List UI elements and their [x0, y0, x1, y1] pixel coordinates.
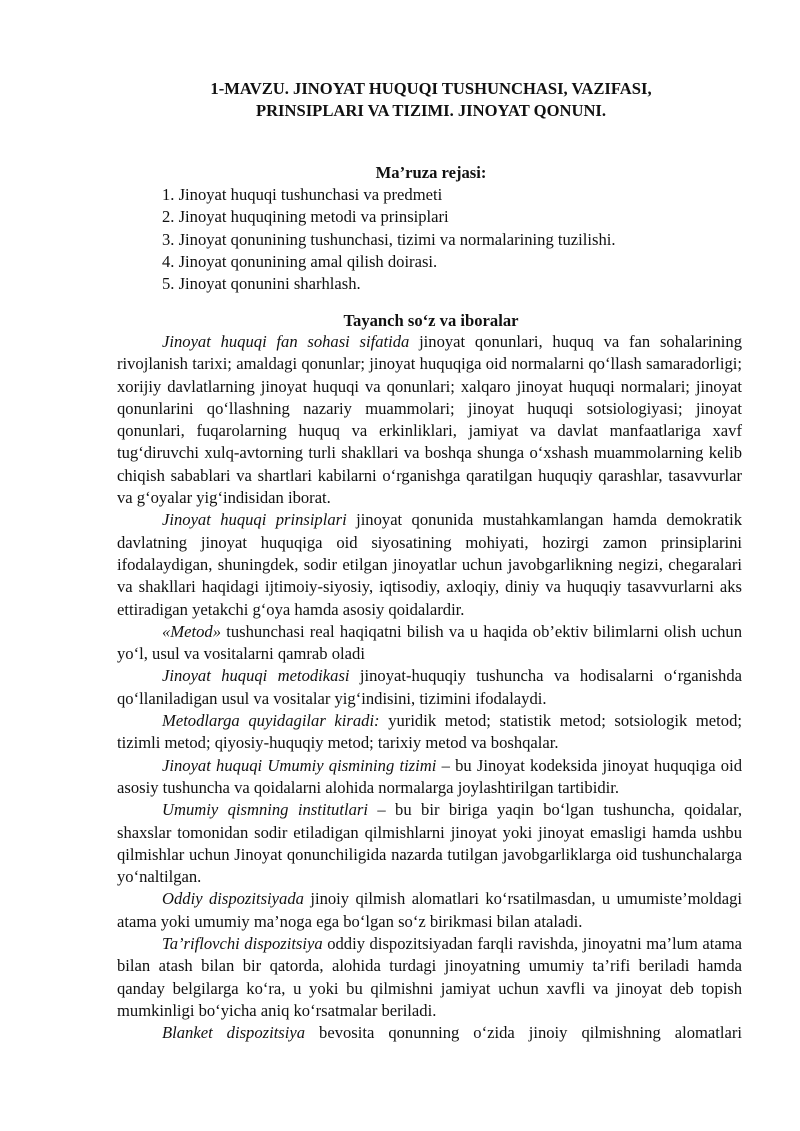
keywords-body — [117, 331, 742, 1045]
keyword-term: Jinoyat huquqi Umumiy qismining tizimi — [162, 755, 437, 775]
plan-item: 1. Jinoyat huquqi tushunchasi va predmeti — [162, 185, 443, 204]
keyword-term: Jinoyat huquqi metodikasi — [162, 666, 350, 686]
plan-item: 2. Jinoyat huquqining metodi va prinsiplari — [162, 207, 449, 227]
document-title — [120, 78, 742, 122]
keyword-definition: oddiy dispozitsiyadan farqli ravishda, jinoyatni ma’lum atama bilan atash bilan bir qatorda, alohida turdagi jinoyatning umumiy ta’rifi beriladi hamda qanday belgilarga ko‘ra, u yoki bu qilmishni jamiyat uchun xavfli va jinoyat deb topish mumkinligi bo‘yicha aniq ko‘rsatmalar beriladi. — [117, 934, 743, 1020]
keyword-term: Umumiy qismning institutlari — [162, 800, 368, 820]
plan-list — [162, 184, 616, 295]
keyword-definition: yuridik metod; statistik metod; sotsiologik metod; tizimli metod; qiyosiy-huquqiy metod; tarixiy metod va boshqalar. — [117, 711, 742, 753]
keyword-paragraph — [117, 331, 742, 509]
keyword-term: Blanket dispozitsiya — [162, 1023, 306, 1043]
title-line-2: PRINSIPLARI VA TIZIMI. JINOYAT QONUNI. — [255, 101, 607, 120]
keyword-definition: jinoiy qilmish alomatlari ko‘rsatilmasdan, u umumiste’moldagi atama yoki umumiy ma’noga ega bo‘lgan so‘z birikmasi bilan ataladi. — [117, 889, 742, 931]
keyword-paragraph — [117, 665, 742, 710]
keyword-paragraph — [117, 933, 742, 1022]
keywords-heading: Tayanch so‘z va iboralar — [343, 311, 519, 330]
keyword-paragraph — [117, 1022, 742, 1044]
keyword-paragraph — [117, 710, 742, 755]
keyword-definition: jinoyat-huquqiy tushuncha va hodisalarni o‘rganishda qo‘llaniladigan usul va vositalar yig‘indisini, tizimini ifodalaydi. — [117, 666, 742, 708]
keyword-definition: – bu Jinoyat kodeksida jinoyat huquqiga oid asosiy tushuncha va qoidalarni alohida normalarga joylashtirilgan tartibidir. — [117, 755, 742, 797]
keyword-term: Jinoyat huquqi fan sohasi sifatida — [162, 332, 410, 351]
plan-item: 4. Jinoyat qonunining amal qilish doirasi. — [162, 251, 438, 271]
keyword-definition: tushunchasi real haqiqatni bilish va u haqida ob’ektiv bilimlarni olish uchun yo‘l, usul va vositalarni qamrab oladi — [117, 621, 742, 664]
keyword-term: Metodlarga quyidagilar kiradi: — [162, 711, 380, 731]
title-line-1: 1-MAVZU. JINOYAT HUQUQI TUSHUNCHASI, VAZIFASI, — [210, 79, 652, 98]
keyword-paragraph — [117, 799, 742, 888]
keyword-definition: bevosita qonunning o‘zida jinoiy qilmishning alomatlari — [305, 1023, 742, 1043]
keyword-definition: jinoyat qonunida mustahkamlangan hamda demokratik davlatning jinoyat huquqiga oid siyosatining mohiyati, hozirgi zamon prinsiplarini ifodalaydigan, shuningdek, sodir etilgan jinoyatlar uchun javobgarlikning negizi, chegaralari va shakllari haqidagi ijtimoiy-siyosiy, iqtisodiy, axloqiy, diniy va huquqiy tasavvurlarni aks ettiradigan yetakchi g‘oya hamda asosiy qoidalardir. — [117, 510, 742, 619]
keyword-definition: jinoyat qonunlari, huquq va fan sohalarining rivojlanish tarixi; amaldagi qonunlar; jinoyat huquqiga oid normalarni qo‘llash samaradorligi; xorijiy davlatlarning jinoyat huquqi va qonunlari; xalqaro jinoyat huquqi normalari; jinoyat qonunlarini qo‘llashning nazariy muammolari; jinoyat huquqi sotsiologiyasi; jinoyat qonunlari, fuqarolarning huquq va erkinliklari, jamiyat va davlat manfaatlariga xavf tug‘diruvchi xulq-avtorning turli shakllari va boshqa shunga o‘xshash muammolarning kelib chiqish sabablari va shartlari kabilarni o‘rganishga qaratilgan huquqiy qarashlar, tasavvurlar va g‘oyalar yig‘indisidan iborat. — [117, 332, 742, 508]
keyword-term: Oddiy dispozitsiyada — [162, 889, 304, 909]
keyword-term: «Metod» — [162, 621, 221, 641]
plan-heading: Ma’ruza rejasi: — [375, 163, 487, 182]
keyword-definition: – bu bir biriga yaqin bo‘lgan tushuncha, qoidalar, shaxslar tomonidan sodir etiladigan qilmishlarni jinoyat yoki jinoyat emasligi hamda ushbu qilmishlar uchun Jinoyat qonunchiligida nazarda tutilgan javobgarliklarga oid tushunchalarga yo‘naltilgan. — [117, 800, 742, 887]
plan-item: 3. Jinoyat qonunining tushunchasi, tizimi va normalarining tuzilishi. — [162, 229, 616, 249]
keyword-paragraph — [117, 755, 742, 800]
keyword-term: Jinoyat huquqi prinsiplari — [162, 510, 347, 530]
keyword-paragraph — [117, 509, 742, 620]
keyword-paragraph — [117, 888, 742, 933]
plan-item: 5. Jinoyat qonunini sharhlash. — [162, 274, 361, 294]
keyword-term: Ta’riflovchi dispozitsiya — [162, 934, 323, 954]
keyword-paragraph — [117, 621, 742, 666]
